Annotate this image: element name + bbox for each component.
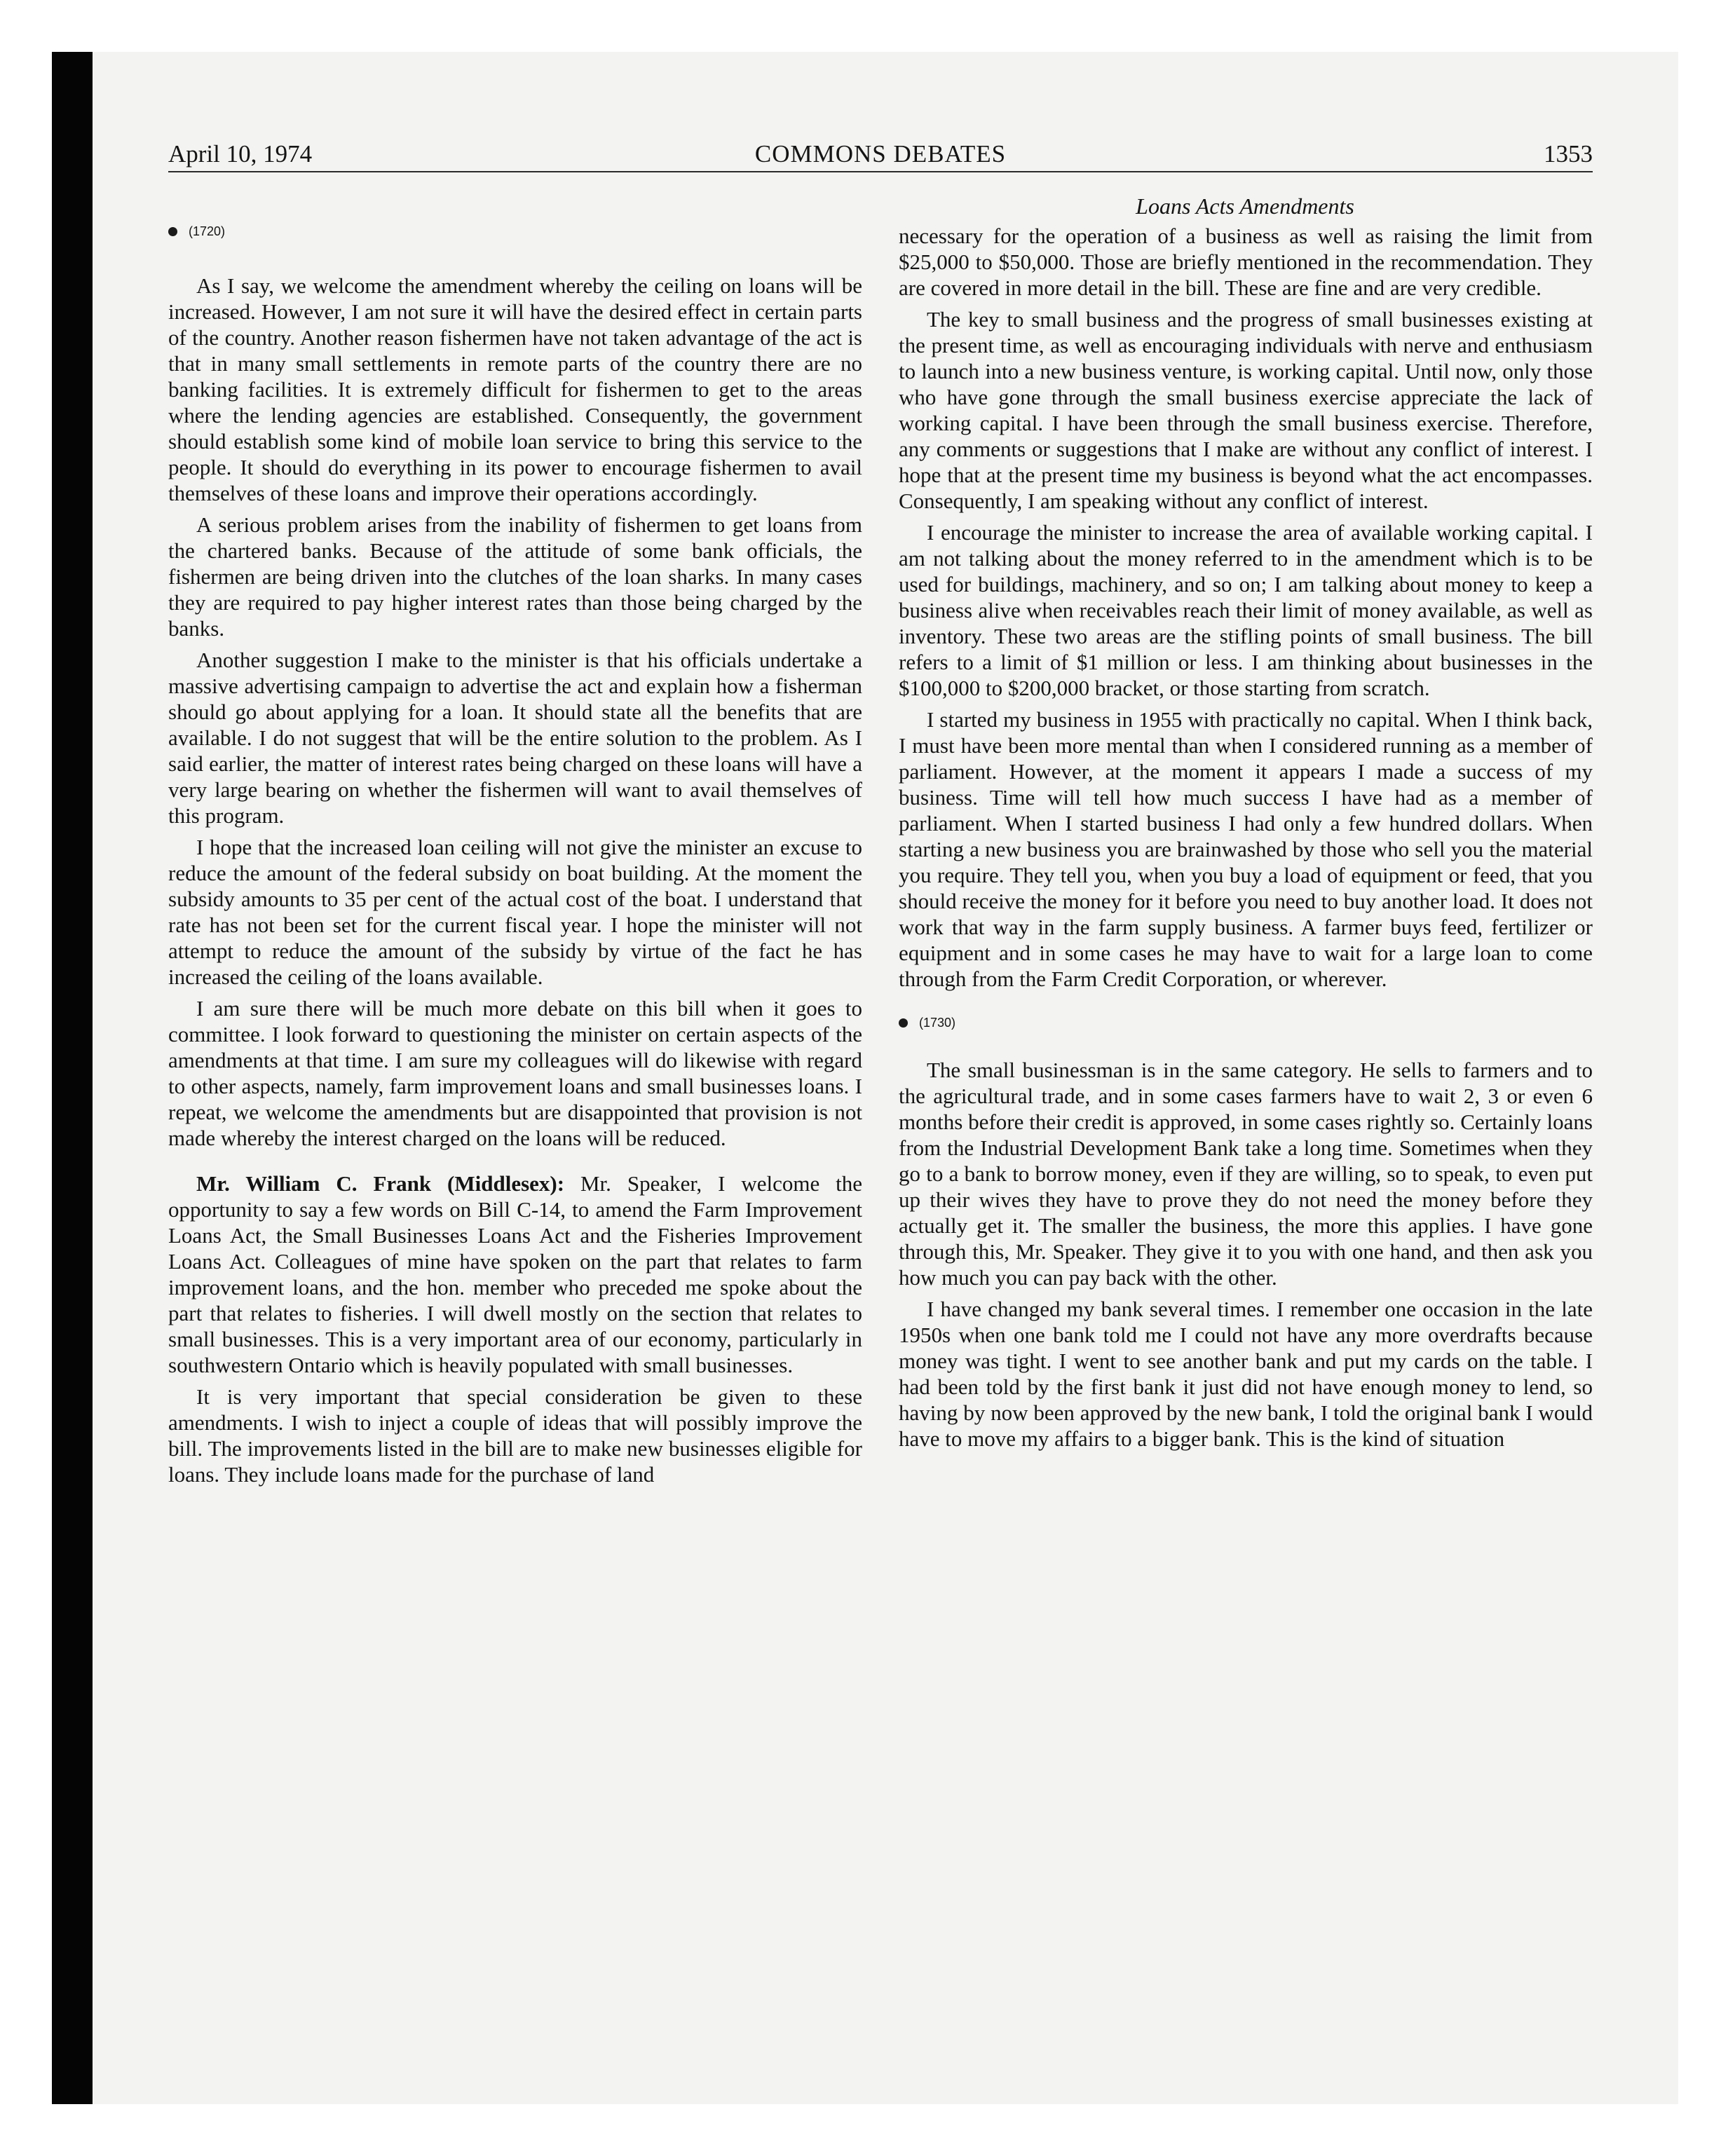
paragraph: The key to small business and the progress of small businesses existing at the present time, as well as encouraging individuals with nerve and enthusiasm to launch into a new business venture, is working capital. Until now, only those who have gone through the small business exercise appreciate the lack of working capital. I have been through the small business exercise. Therefore, any comments or suggestions that I make are without any conflict of interest. I hope that at the present time my business is beyond what the act encompasses. Consequently, I am speaking without any conflict of interest. bbox=[899, 307, 1593, 513]
bullet-icon bbox=[899, 1018, 908, 1028]
paragraph: It is very important that special consideration be given to these amendments. I wish to inject a couple of ideas that will possibly improve the bill. The improvements listed in the bill are to make new businesses eligible for loans. They include loans made for the purchase of land bbox=[168, 1384, 862, 1487]
paragraph: I hope that the increased loan ceiling will not give the minister an excuse to reduce the amount of the federal subsidy on boat building. At the moment the subsidy amounts to 35 per cent of the actual cost of the boat. I understand that rate has not been set for the current fiscal year. I hope the minister will not attempt to reduce the amount of the subsidy by virtue of the fact he has increased the ceiling of the loans available. bbox=[168, 835, 862, 989]
binding-edge bbox=[52, 52, 93, 2104]
time-marker bbox=[168, 219, 862, 245]
speaker-text: Mr. Speaker, I welcome the opportunity to say a few words on Bill C-14, to amend the Farm Improvement Loans Act, the Small Businesses Loans Act and the Fisheries Improvement Loans Act. Colleagues of mine have spoken on the part that relates to farm improvement loans, and the hon. member who preceded me spoke about the part that relates to fisheries. I will dwell mostly on the section that relates to small businesses. This is a very important area of our economy, particularly in southwestern Ontario which is heavily populated with small businesses. bbox=[168, 1171, 862, 1377]
time-marker-label: (1720) bbox=[189, 224, 226, 238]
paragraph: I am sure there will be much more debate on this bill when it goes to committee. I look forward to questioning the minister on certain aspects of the amendments at that time. I am sure my colleagues will do likewise with regard to other aspects, namely, farm improvement loans and small businesses loans. I repeat, we welcome the amendments but are disappointed that provision is not made whereby the interest charged on the loans will be reduced. bbox=[168, 996, 862, 1150]
paragraph: I encourage the minister to increase the area of available working capital. I am not talking about the money referred to in the amendment which is to be used for buildings, machinery, and so on; I am talking about money to keep a business alive when receivables reach their limit of money available, as well as inventory. These two areas are the stifling points of small business. The bill refers to a limit of $1 million or less. I am thinking about businesses in the $100,000 to $200,000 bracket, or those starting from scratch. bbox=[899, 520, 1593, 700]
time-marker bbox=[899, 1010, 1593, 1036]
bullet-icon bbox=[168, 227, 177, 236]
page-header bbox=[168, 137, 1593, 172]
paragraph: As I say, we welcome the amendment whereby the ceiling on loans will be increased. However, I am not sure it will have the desired effect in certain parts of the country. Another reason fishermen have not taken advantage of the act is that in many small settlements in remote parts of the country there are no banking facilities. It is extremely difficult for fishermen to get to the areas where the lending agencies are established. Consequently, the government should establish some kind of mobile loan service to bring this service to the people. It should do everything in its power to encourage fishermen to avail themselves of these loans and improve their operations accordingly. bbox=[168, 273, 862, 505]
header-title: COMMONS DEBATES bbox=[754, 140, 1007, 168]
paragraph: Another suggestion I make to the minister is that his officials undertake a massive advertising campaign to advertise the act and explain how a fisherman should go about applying for a loan. It should state all the benefits that are available. I do not suggest that will be the entire solution to the problem. As I said earlier, the matter of interest rates being charged on these loans will have a very large bearing on whether the fishermen will want to avail themselves of this program. bbox=[168, 648, 862, 828]
paragraph: I started my business in 1955 with practically no capital. When I think back, I must have been more mental than when I considered running as a member of parliament. However, at the moment it appears I made a success of my business. Time will tell how much success I have had as a member of parliament. When I started business I had only a few hundred dollars. When starting a new business you are brainwashed by those who sell you the material you require. They tell you, when you buy a load of equipment or feed, that you should receive the money for it before you need to buy another load. It does not work that way in the farm supply business. A farmer buys feed, fertilizer or equipment and in some cases he may have to wait for a large loan to come through from the Farm Credit Corporation, or wherever. bbox=[899, 707, 1593, 991]
time-marker-label: (1730) bbox=[919, 1016, 956, 1030]
running-title: Loans Acts Amendments bbox=[1136, 193, 1354, 219]
continuation-paragraph: necessary for the operation of a business as well as raising the limit from $25,000 to $50,000. Those are briefly mentioned in the recommendation. They are covered in more detail in the bill. These are fine and are very credible. bbox=[899, 224, 1593, 300]
header-date: April 10, 1974 bbox=[168, 140, 313, 168]
speaker-name: Mr. William C. Frank (Middlesex): bbox=[196, 1171, 565, 1196]
paragraph: I have changed my bank several times. I remember one occasion in the late 1950s when one bank told me I could not have any more overdrafts because money was tight. I went to see another bank and put my cards on the table. I had been told by the first bank it just did not have enough money to lend, so having by now been approved by the new bank, I told the original bank I would have to move my affairs to a bigger bank. This is the kind of situation bbox=[899, 1297, 1593, 1451]
speaker-paragraph bbox=[168, 1171, 862, 1378]
right-column bbox=[899, 223, 1593, 1457]
paragraph: A serious problem arises from the inability of fishermen to get loans from the chartered banks. Because of the attitude of some bank officials, the fishermen are being driven into the clutches of the loan sharks. In many cases they are required to pay higher interest rates than those being charged by the banks. bbox=[168, 512, 862, 641]
left-column bbox=[168, 219, 862, 1493]
header-page-number: 1353 bbox=[1544, 140, 1593, 168]
paragraph: The small businessman is in the same category. He sells to farmers and to the agricultural trade, and in some cases farmers have to wait 2, 3 or even 6 months before their credit is approved, in some cases rightly so. Certainly loans from the Industrial Development Bank take a long time. Sometimes when they go to a bank to borrow money, even if they are willing, so to speak, to even put up their wives they have to prove they do not need the money before they actually get it. The smaller the business, the more this applies. I have gone through this, Mr. Speaker. They give it to you with one hand, and then ask you how much you can pay back with the other. bbox=[899, 1058, 1593, 1290]
